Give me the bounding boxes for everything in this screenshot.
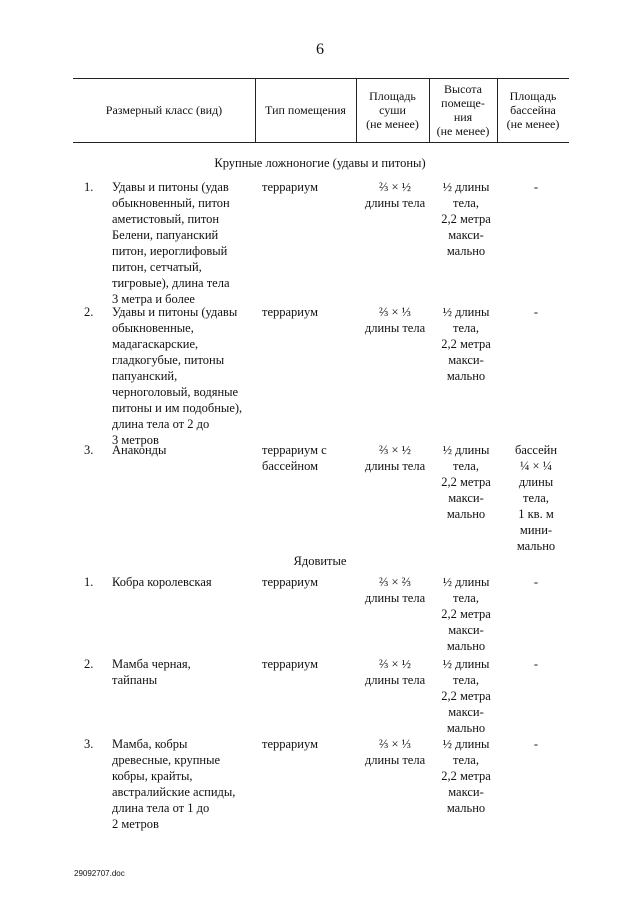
height-line: макси- [448,228,484,242]
cell-name [112,656,257,688]
pool-line: - [533,657,539,671]
height-line: 2,2 метра [441,689,491,703]
name-line: Удавы и питоны (удав [112,180,229,194]
cell-name [112,442,257,458]
height-line: 2,2 метра [441,212,491,226]
land-line: ⅔ × ½ [378,657,412,671]
room-line: террариум с [262,443,327,457]
height-line: ½ длины [442,443,490,457]
cell-land [356,304,434,336]
header-room: Тип помещения [265,103,346,117]
land-line: длины тела [364,196,426,210]
name-line: 3 метров [112,433,159,447]
cell-land [356,442,434,474]
room-line: террариум [262,657,318,671]
cell-name [112,574,257,590]
name-line: питоны и им подобные), [112,401,243,415]
num-line: 1. [84,575,94,589]
height-line: макси- [448,623,484,637]
cell-room [262,736,358,752]
pool-line: мини- [519,523,553,537]
num-line: 2. [84,657,94,671]
name-line: кобры, крайты, [112,769,193,783]
name-line: длина тела от 2 до [112,417,210,431]
page-number: 6 [316,41,324,58]
name-line: мадагаскарские, [112,337,199,351]
height-line: тела, [453,459,479,473]
height-line: 2,2 метра [441,337,491,351]
name-line: папуанский, [112,369,178,383]
cell-room [262,656,358,672]
cell-pool [500,442,572,554]
pool-line: длины [518,475,554,489]
height-line: ½ длины [442,657,490,671]
height-line: ½ длины [442,180,490,194]
header-class: Размерный класс (вид) [105,103,223,117]
name-line: Удавы и питоны (удавы [112,305,238,319]
height-line: тела, [453,673,479,687]
document-footer: 29092707.doc [74,869,125,878]
land-line: длины тела [364,321,426,335]
cell-pool [500,304,572,320]
cell-land [356,574,434,606]
name-line: тигровые), длина тела [112,276,230,290]
height-line: ½ длины [442,737,490,751]
cell-num [84,736,108,752]
cell-pool [500,656,572,672]
name-line: питон, сетчатый, [112,260,202,274]
height-line: 2,2 метра [441,769,491,783]
name-line: аметистовый, питон [112,212,220,226]
height-line: макси- [448,491,484,505]
height-line: макси- [448,705,484,719]
name-line: гладкогубые, питоны [112,353,225,367]
pool-line: мально [516,539,556,553]
header-top-rule [73,78,569,79]
num-line: 3. [84,737,94,751]
height-line: мально [446,639,486,653]
name-line: 3 метра и более [112,292,195,306]
cell-num [84,442,108,458]
height-line: тела, [453,321,479,335]
pool-line: бассейн [514,443,558,457]
name-line: Мамба черная, [112,657,191,671]
pool-line: - [533,305,539,319]
name-line: Белени, папуанский [112,228,219,242]
name-line: древесные, крупные [112,753,221,767]
cell-room [262,179,358,195]
land-line: ⅔ × ½ [378,443,412,457]
cell-land [356,736,434,768]
name-line: тайпаны [112,673,158,687]
cell-height [430,304,502,384]
cell-height [430,179,502,259]
section-title: Ядовитые [293,554,347,568]
num-line: 1. [84,180,94,194]
header-bottom-rule [73,142,569,143]
land-line: длины тела [364,753,426,767]
height-line: ½ длины [442,305,490,319]
height-line: 2,2 метра [441,475,491,489]
header-land: Площадь суши (не менее) [366,89,419,131]
name-line: черноголовый, водяные [112,385,239,399]
num-line: 2. [84,305,94,319]
land-line: ⅔ × ½ [378,180,412,194]
height-line: макси- [448,785,484,799]
cell-land [356,179,434,211]
header-height: Высота помеще- ния (не менее) [436,82,490,138]
cell-num [84,304,108,320]
height-line: тела, [453,591,479,605]
height-line: тела, [453,753,479,767]
cell-pool [500,574,572,590]
name-line: Кобра королевская [112,575,212,589]
num-line: 3. [84,443,94,457]
cell-name [112,304,257,448]
pool-line: - [533,737,539,751]
name-line: Мамба, кобры [112,737,188,751]
pool-line: - [533,180,539,194]
room-line: террариум [262,575,318,589]
height-line: 2,2 метра [441,607,491,621]
cell-room [262,574,358,590]
land-line: ⅔ × ⅓ [378,737,412,751]
name-line: Анаконды [112,443,167,457]
height-line: макси- [448,353,484,367]
land-line: длины тела [364,459,426,473]
name-line: австралийские аспиды, [112,785,236,799]
cell-pool [500,179,572,195]
height-line: мально [446,801,486,815]
cell-room [262,442,358,474]
pool-line: ¼ × ¼ [519,459,553,473]
room-line: террариум [262,737,318,751]
height-line: мально [446,507,486,521]
room-line: бассейном [262,459,319,473]
header-pool: Площадь бассейна (не менее) [506,89,560,131]
pool-line: тела, [523,491,549,505]
cell-name [112,179,257,307]
room-line: террариум [262,180,318,194]
room-line: террариум [262,305,318,319]
height-line: ½ длины [442,575,490,589]
cell-num [84,574,108,590]
land-line: длины тела [364,673,426,687]
height-line: тела, [453,196,479,210]
cell-num [84,179,108,195]
height-line: мально [446,721,486,735]
land-line: ⅔ × ⅔ [378,575,412,589]
cell-height [430,442,502,522]
name-line: обыкновенные, [112,321,194,335]
cell-pool [500,736,572,752]
pool-line: - [533,575,539,589]
cell-land [356,656,434,688]
cell-name [112,736,257,832]
cell-height [430,656,502,736]
cell-num [84,656,108,672]
height-line: мально [446,244,486,258]
name-line: 2 метров [112,817,159,831]
cell-height [430,736,502,816]
name-line: питон, иероглифовый [112,244,228,258]
land-line: длины тела [364,591,426,605]
land-line: ⅔ × ⅓ [378,305,412,319]
height-line: мально [446,369,486,383]
cell-room [262,304,358,320]
section-title: Крупные ложноногие (удавы и питоны) [214,156,426,170]
cell-height [430,574,502,654]
name-line: обыкновенный, питон [112,196,230,210]
pool-line: 1 кв. м [518,507,554,521]
name-line: длина тела от 1 до [112,801,210,815]
